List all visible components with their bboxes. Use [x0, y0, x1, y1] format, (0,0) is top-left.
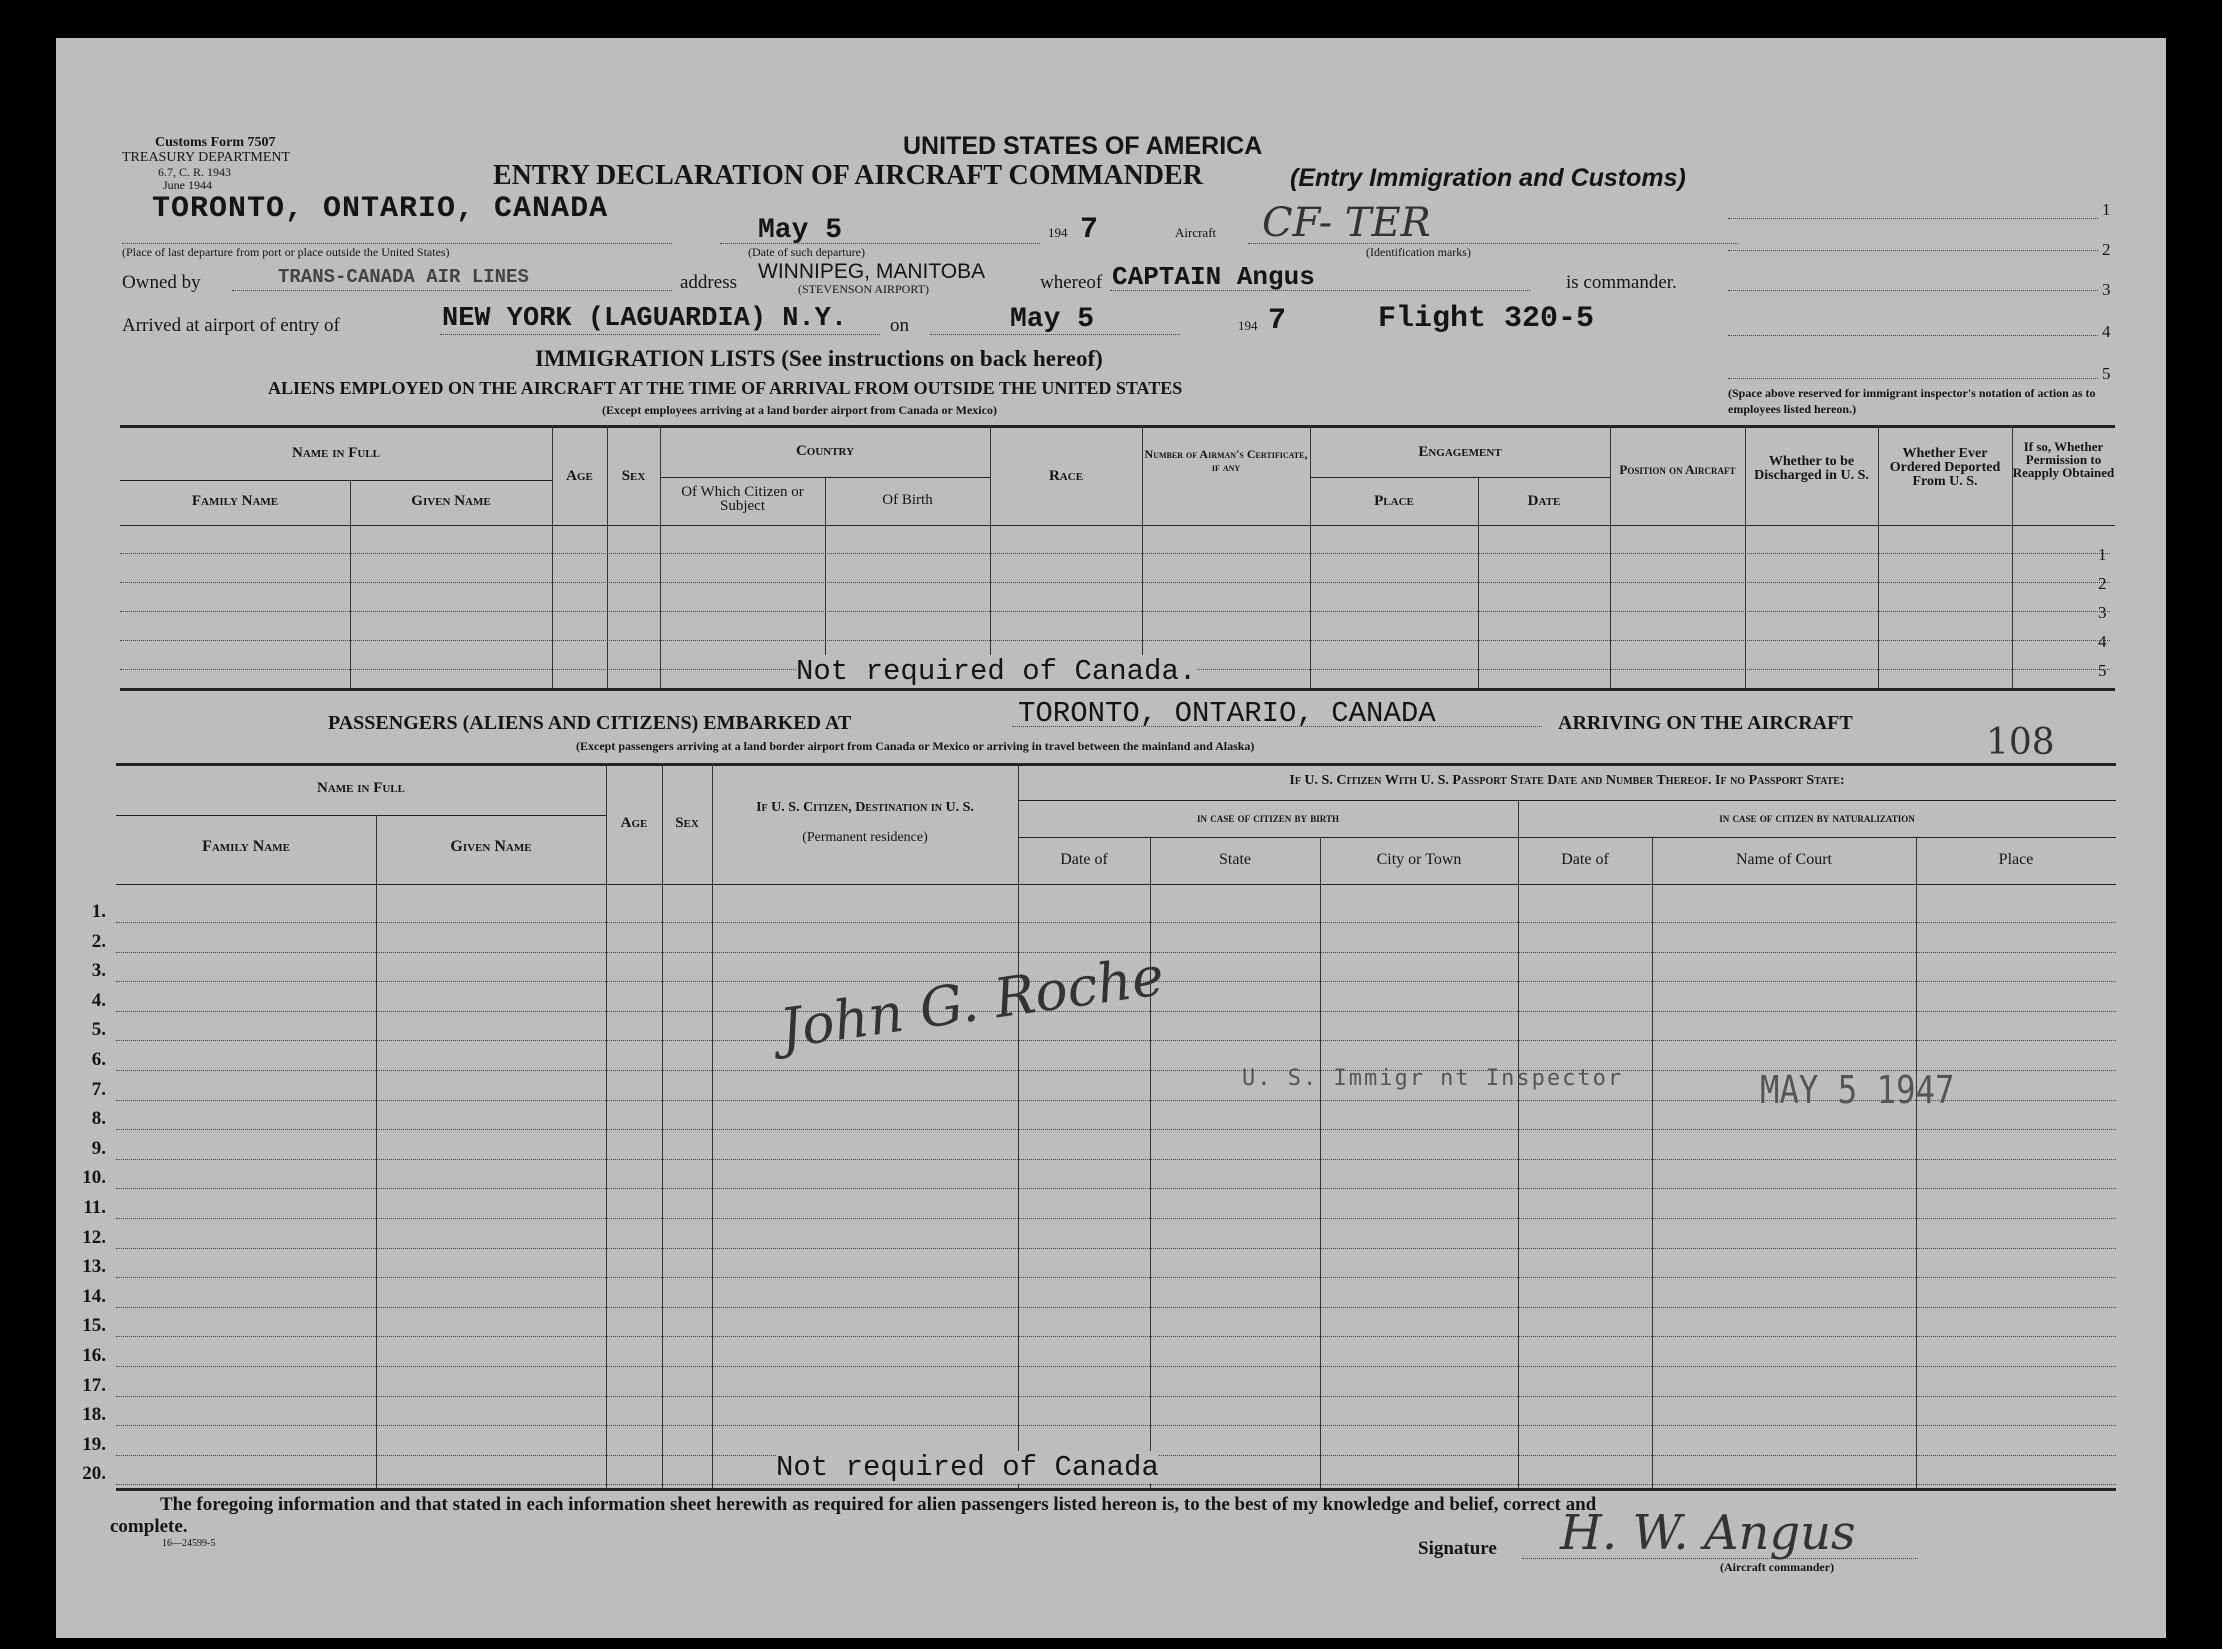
passenger-header-sex: Sex: [675, 815, 699, 831]
departure-place-line: [122, 243, 672, 244]
crew-header-citizen: Of Which Citizen or Subject: [681, 484, 804, 514]
aircraft-id-line: [1248, 243, 1738, 244]
departure-date-caption: (Date of such departure): [748, 245, 865, 259]
passenger-row-number: 3.: [91, 960, 106, 981]
crew-row-line: [120, 640, 2110, 641]
crew-header-name-in-full: Name in Full: [291, 445, 380, 461]
passenger-row-line: [116, 1336, 2116, 1337]
departure-place: TORONTO, ONTARIO, CANADA: [152, 192, 609, 226]
passenger-col-line: [1916, 837, 1917, 1488]
passenger-table-top: [116, 763, 2116, 766]
is-commander-label: is commander.: [1566, 272, 1677, 293]
passenger-citizen-divider: [1018, 837, 2116, 838]
passengers-title-prefix: PASSENGERS (ALIENS AND CITIZENS) EMBARKED AT: [328, 712, 852, 734]
commander-signature: H. W. Angus: [1560, 1505, 1856, 1561]
passenger-row-line: [116, 1188, 2116, 1189]
inspector-label: U. S. Immigr nt Inspector: [1242, 1066, 1624, 1091]
crew-header-race: Race: [1048, 468, 1084, 484]
crew-note: (Except employees arriving at a land border airport from Canada or Mexico): [602, 403, 997, 417]
passengers-title-suffix: ARRIVING ON THE AIRCRAFT: [1558, 712, 1853, 734]
passenger-row-number: 20.: [82, 1463, 106, 1484]
passenger-table-bottom: [116, 1488, 2116, 1491]
owner-address: WINNIPEG, MANITOBA: [758, 260, 986, 283]
aircraft-id-caption: (Identification marks): [1366, 245, 1471, 259]
passenger-header-by-birth: in case of citizen by birth: [1197, 810, 1339, 825]
reserved-number: 1: [2102, 200, 2111, 219]
crew-header-age: Age: [566, 468, 593, 484]
passenger-row-number: 5.: [91, 1019, 106, 1040]
crew-header-certificate: Number of Airman's Certificate, if any: [1144, 447, 1308, 474]
reserved-number: 4: [2102, 322, 2111, 341]
embark-place-line: [1012, 726, 1542, 727]
signature-label: Signature: [1418, 1538, 1497, 1559]
reserved-caption: (Space above reserved for immigrant inspector's notation of action as to employees listed hereon.): [1728, 386, 2096, 416]
passenger-header-naturalization-date: Date of: [1561, 851, 1609, 868]
passenger-row-number: 14.: [82, 1286, 106, 1307]
passenger-row-number: 16.: [82, 1345, 106, 1366]
passenger-header-given-name: Given Name: [450, 838, 532, 855]
passenger-row-number: 13.: [82, 1256, 106, 1277]
arrival-year-suffix: 7: [1268, 304, 1287, 338]
passenger-table-header-bottom: [116, 884, 2116, 885]
departure-place-caption: (Place of last departure from port or place outside the United States): [122, 245, 450, 259]
passenger-row-number: 11.: [83, 1197, 106, 1218]
passenger-header-court: Name of Court: [1736, 851, 1832, 868]
passenger-header-by-naturalization: in case of citizen by naturalization: [1719, 810, 1915, 825]
aircraft-label: Aircraft: [1175, 225, 1217, 240]
arrival-date: May 5: [1010, 304, 1095, 335]
form-code: 16—24599-5: [162, 1538, 216, 1549]
passenger-header-passport: If U. S. Citizen With U. S. Passport State Date and Number Thereof. If no Passport State:: [1289, 773, 1845, 788]
crew-header-permission: If so, Whether Permission to Reapply Obtained: [2012, 439, 2115, 480]
arrival-airport-line: [440, 334, 880, 335]
arrival-date-line: [930, 334, 1180, 335]
owner-line: [232, 290, 672, 291]
crew-header-discharged: Whether to be Discharged in U. S.: [1754, 454, 1869, 483]
crew-subtitle: ALIENS EMPLOYED ON THE AIRCRAFT AT THE TIME OF ARRIVAL FROM OUTSIDE THE UNITED STATES: [268, 378, 1183, 398]
departure-year-suffix: 7: [1080, 213, 1099, 247]
passenger-col-line: [376, 815, 377, 1488]
crew-header-engagement-place: Place: [1374, 493, 1414, 509]
passenger-row-line: [116, 922, 2116, 923]
passenger-col-line: [712, 763, 713, 1488]
crew-header-given-name: Given Name: [411, 493, 491, 509]
passenger-row-number: 4.: [91, 990, 106, 1011]
departure-date-line: [720, 243, 1040, 244]
reserved-line-5: [1728, 378, 2098, 379]
passenger-row-line: [116, 1366, 2116, 1367]
crew-row-number: 4: [2098, 632, 2107, 651]
passenger-header-destination: If U. S. Citizen, Destination in U. S.: [756, 800, 974, 815]
passenger-row-number: 9.: [91, 1138, 106, 1159]
crew-header-position: Position on Aircraft: [1619, 462, 1736, 477]
passenger-col-line: [1150, 837, 1151, 1488]
crew-name-divider: [120, 480, 552, 481]
crew-header-engagement-date: Date: [1527, 493, 1561, 509]
passenger-row-line: [116, 1425, 2116, 1426]
form-revision-date: June 1944: [163, 178, 212, 192]
passenger-row-number: 2.: [91, 931, 106, 952]
crew-row-number: 1: [2098, 545, 2107, 564]
passenger-col-line: [1320, 837, 1321, 1488]
crew-table-header-bottom: [120, 525, 2115, 526]
reserved-number: 5: [2102, 364, 2111, 383]
passenger-row-line: [116, 1396, 2116, 1397]
country-heading: UNITED STATES OF AMERICA: [903, 132, 1263, 160]
crew-col-line: [350, 480, 351, 688]
treasury-department: TREASURY DEPARTMENT: [122, 150, 291, 165]
embark-place: TORONTO, ONTARIO, CANADA: [1018, 697, 1436, 730]
passenger-row-number: 7.: [91, 1079, 106, 1100]
reserved-line-3: [1728, 290, 2098, 291]
passenger-row-line: [116, 1040, 2116, 1041]
departure-year-prefix: 194: [1048, 225, 1068, 240]
commander-line: [1110, 290, 1530, 291]
crew-row-line: [120, 582, 2110, 583]
reserved-line-1: [1728, 218, 2098, 219]
owner-address-sub: (STEVENSON AIRPORT): [798, 282, 929, 296]
form-number: Customs Form 7507: [155, 135, 276, 150]
reserved-line-2: [1728, 250, 2098, 251]
passenger-row-number: 18.: [82, 1404, 106, 1425]
reserved-number: 3: [2102, 280, 2111, 299]
crew-row-number: 3: [2098, 603, 2107, 622]
flight-number: Flight 320-5: [1378, 302, 1595, 336]
crew-col-line: [1310, 425, 1311, 688]
passenger-row-number: 10.: [82, 1167, 106, 1188]
crew-header-engagement: Engagement: [1418, 444, 1502, 460]
owner-label: Owned by: [122, 272, 201, 293]
form-title: ENTRY DECLARATION OF AIRCRAFT COMMANDER: [493, 160, 1203, 191]
passenger-name-divider: [116, 815, 606, 816]
arrival-label: Arrived at airport of entry of: [122, 315, 340, 336]
passenger-row-number: 15.: [82, 1315, 106, 1336]
passenger-col-line: [1652, 837, 1653, 1488]
crew-header-deported: Whether Ever Ordered Deported From U. S.: [1889, 446, 2001, 489]
signature-caption: (Aircraft commander): [1720, 1560, 1835, 1574]
crew-row-line: [120, 611, 2110, 612]
passenger-row-number: 6.: [91, 1049, 106, 1070]
crew-row-number: 2: [2098, 574, 2107, 593]
whereof-label: whereof: [1040, 272, 1103, 293]
reserved-number: 2: [2102, 240, 2111, 259]
form-title-italic: (Entry Immigration and Customs): [1290, 164, 1686, 192]
immigration-lists-title: IMMIGRATION LISTS (See instructions on back hereof): [535, 346, 1103, 371]
passenger-row-line: [116, 1218, 2116, 1219]
crew-header-family-name: Family Name: [191, 493, 279, 509]
passenger-col-line: [1018, 763, 1019, 1488]
passenger-row-line: [116, 1307, 2116, 1308]
arrival-on-label: on: [890, 315, 909, 336]
passenger-col-line: [662, 763, 663, 1488]
passenger-row-line: [116, 1277, 2116, 1278]
passenger-row-number: 1.: [91, 901, 106, 922]
arrival-airport: NEW YORK (LAGUARDIA) N.Y.: [442, 304, 848, 334]
crew-col-line: [607, 425, 608, 688]
passenger-header-destination-sub: (Permanent residence): [802, 830, 928, 845]
reserved-line-4: [1728, 335, 2098, 336]
aircraft-identification: CF- TER: [1262, 200, 1431, 246]
crew-not-required-note: Not required of Canada.: [796, 655, 1197, 688]
crew-col-line: [552, 425, 553, 688]
crew-header-birth: Of Birth: [882, 492, 933, 508]
arrival-year-prefix: 194: [1238, 318, 1258, 333]
declaration-text: The foregoing information and that stated in each information sheet herewith as required for alien passengers listed hereon is, to the best of my knowledge and belief, correct and: [160, 1494, 1597, 1515]
passenger-row-number: 12.: [82, 1227, 106, 1248]
passenger-row-number: 17.: [82, 1375, 106, 1396]
passenger-col-line: [1518, 800, 1519, 1488]
crew-row-number: 5: [2098, 661, 2107, 680]
passenger-count: 108: [1986, 722, 2055, 763]
passenger-not-required-note: Not required of Canada: [776, 1451, 1159, 1484]
passenger-header-birth-date: Date of: [1060, 851, 1108, 868]
departure-date: May 5: [758, 215, 843, 246]
passenger-header-family-name: Family Name: [202, 838, 290, 855]
passenger-header-age: Age: [620, 815, 648, 831]
commander-name: CAPTAIN Angus: [1112, 262, 1315, 292]
passenger-row-number: 8.: [91, 1108, 106, 1129]
passenger-header-place: Place: [1998, 851, 2034, 868]
passenger-row-line: [116, 1129, 2116, 1130]
address-label: address: [680, 272, 737, 293]
passenger-row-line: [116, 1248, 2116, 1249]
passenger-passport-divider: [1018, 800, 2116, 801]
crew-col-line: [990, 425, 991, 688]
crew-table-top: [120, 425, 2115, 428]
inspector-signature: John G. Roche: [776, 944, 1168, 1061]
owner-name: TRANS-CANADA AIR LINES: [278, 266, 529, 288]
inspection-date-stamp: MAY 5 1947: [1760, 1068, 1955, 1112]
passenger-header-name-in-full: Name in Full: [316, 780, 405, 796]
passenger-header-state: State: [1219, 851, 1251, 868]
declaration-text-end: complete.: [110, 1516, 188, 1537]
crew-row-line: [120, 553, 2110, 554]
crew-header-country: Country: [795, 443, 855, 459]
passenger-row-number: 19.: [82, 1434, 106, 1455]
crew-col-line: [660, 425, 661, 688]
passenger-row-line: [116, 1484, 2116, 1485]
cfr-reference: 6.7, C. R. 1943: [158, 165, 232, 179]
passengers-note: (Except passengers arriving at a land border airport from Canada or Mexico or arriving in travel between the mainland and Alaska): [576, 739, 1255, 753]
passenger-header-city: City or Town: [1376, 851, 1462, 868]
crew-engagement-divider: [1310, 477, 1610, 478]
passenger-col-line: [606, 763, 607, 1488]
crew-header-sex: Sex: [621, 468, 646, 484]
crew-table-bottom: [120, 688, 2115, 691]
passenger-row-line: [116, 1159, 2116, 1160]
